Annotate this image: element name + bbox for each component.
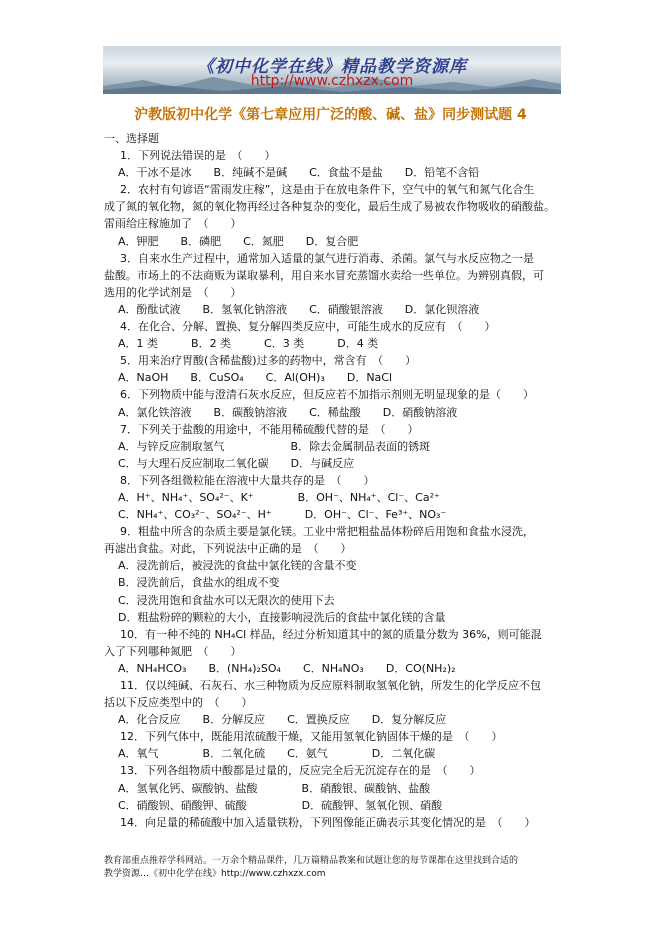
text-line: B．浸洗前后，食盐水的组成不变	[118, 576, 280, 590]
text-line: 成了氮的氧化物，氮的氧化物再经过各种复杂的变化，最后生成了易被农作物吸收的硝酸盐。	[104, 200, 555, 214]
text-line: 再滤出食盐。对此，下列说法中正确的是 （ ）	[104, 542, 352, 556]
text-line: 1．下列说法错误的是 （ ）	[120, 149, 276, 163]
text-line: 12．下列气体中，既能用浓硫酸干燥，又能用氢氧化钠固体干燥的是 （ ）	[120, 730, 503, 744]
text-line: A．H⁺、NH₄⁺、SO₄²⁻、K⁺ B．OH⁻、NH₄⁺、Cl⁻、Ca²⁺	[118, 490, 440, 504]
text-line: 7．下列关于盐酸的用途中，不能用稀硫酸代替的是 （ ）	[120, 422, 419, 436]
text-line: A．氢氧化钙、碳酸钠、盐酸 B．硝酸银、碳酸钠、盐酸	[118, 781, 431, 795]
text-line: 5．用来治疗胃酸(含稀盐酸)过多的药物中，常含有 （ ）	[120, 354, 417, 368]
text-line: A．钾肥 B．磷肥 C．氮肥 D．复合肥	[118, 234, 359, 248]
text-line: A．NaOH B．CuSO₄ C．Al(OH)₃ D．NaCl	[118, 371, 393, 385]
text-line: A．NH₄HCO₃ B．(NH₄)₂SO₄ C．NH₄NO₃ D．CO(NH₂)₂	[118, 661, 456, 675]
page-title: 沪教版初中化学《第七章应用广泛的酸、碱、盐》同步测试题 4	[134, 107, 527, 123]
banner-url: http://www.czhxzx.com	[250, 73, 414, 89]
text-line: 11．仅以纯碱、石灰石、水三种物质为反应原料制取氢氧化钠，所发生的化学反应不包	[120, 679, 541, 692]
text-line: A．干冰不是冰 B．纯碱不是碱 C．食盐不是盐 D．铅笔不含铅	[118, 166, 480, 180]
text-line: A．与锌反应制取氢气 B．除去金属制品表面的锈斑	[118, 439, 431, 453]
text-line: C．硝酸钡、硝酸钾、硫酸 D．硫酸钾、氢氧化钡、硝酸	[118, 798, 443, 812]
text-line: A．1 类 B．2 类 C．3 类 D．4 类	[118, 337, 379, 351]
text-line: 4．在化合、分解、置换、复分解四类反应中，可能生成水的反应有 （ ）	[120, 320, 496, 334]
text-line: 入了下列哪种氮肥 （ ）	[104, 644, 242, 658]
text-line: C．NH₄⁺、CO₃²⁻、SO₄²⁻、H⁺ D．OH⁻、Cl⁻、Fe³⁺、NO₃⁻	[118, 508, 447, 522]
text-line: A．酚酞试液 B．氢氧化钠溶液 C．硝酸银溶液 D．氯化钡溶液	[118, 302, 480, 316]
text-line: 括以下反应类型中的 （ ）	[104, 696, 253, 710]
text-line: D．粗盐粉碎的颗粒的大小，直接影响浸洗后的食盐中氯化镁的含量	[118, 610, 446, 624]
text-line: A．浸洗前后，被浸洗的食盐中氯化镁的含量不变	[118, 559, 357, 573]
footer-note	[104, 855, 564, 881]
text-line: 10．有一种不纯的 NH₄Cl 样品，经过分析知道其中的氮的质量分数为 36%，则可能混	[120, 627, 542, 641]
banner-title: 《初中化学在线》精品教学资源库	[197, 57, 467, 77]
text-line: A．氯化铁溶液 B．碳酸钠溶液 C．稀盐酸 D．硝酸钠溶液	[118, 405, 458, 419]
text-line: 9．粗盐中所含的杂质主要是氯化镁。工业中常把粗盐晶体粉碎后用饱和食盐水浸洗，	[120, 525, 534, 539]
footer-line-1: 教育部重点推荐学科网站。一万余个精品课件，几万篇精品教案和试题让您的每节课都在这里找到合适的	[104, 856, 519, 866]
text-line: 8．下列各组微粒能在溶液中大量共存的是 （ ）	[120, 473, 375, 487]
text-line: A．氧气 B．二氧化硫 C．氨气 D．二氧化碳	[118, 747, 436, 761]
footer-line-2: 教学资源…《初中化学在线》http://www.czhxzx.com	[104, 869, 326, 879]
text-line: 雷雨给庄稼施加了 （ ）	[104, 217, 242, 231]
question-list	[104, 130, 564, 831]
header-banner	[103, 46, 561, 94]
text-line: 选用的化学试剂是 （ ）	[104, 285, 242, 299]
text-line: 6．下列物质中能与澄清石灰水反应，但反应若不加指示剂则无明显现象的是（ ）	[120, 388, 534, 402]
text-line: 3．自来水生产过程中，通常加入适量的氯气进行消毒、杀菌。氯气与水反应物之一是	[120, 251, 534, 265]
text-line: A．化合反应 B．分解反应 C．置换反应 D．复分解反应	[118, 713, 447, 727]
text-line: 盐酸。市场上的不法商贩为谋取暴利，用自来水冒充蒸馏水卖给一些单位。为辨别真假，可	[104, 268, 544, 282]
text-line: C．浸洗用饱和食盐水可以无限次的使用下去	[118, 593, 335, 607]
text-line: C．与大理石反应制取二氧化碳 D．与碱反应	[118, 456, 355, 470]
text-line: 一、选择题	[104, 132, 159, 145]
text-line: 2．农村有句谚语“雷雨发庄稼”，这是由于在放电条件下，空气中的氧气和氮气化合生	[120, 183, 535, 197]
text-line: 14．向足量的稀硫酸中加入适量铁粉，下列图像能正确表示其变化情况的是 （ ）	[120, 815, 536, 829]
text-line: 13．下列各组物质中酸都是过量的，反应完全后无沉淀存在的是 （ ）	[120, 764, 481, 778]
